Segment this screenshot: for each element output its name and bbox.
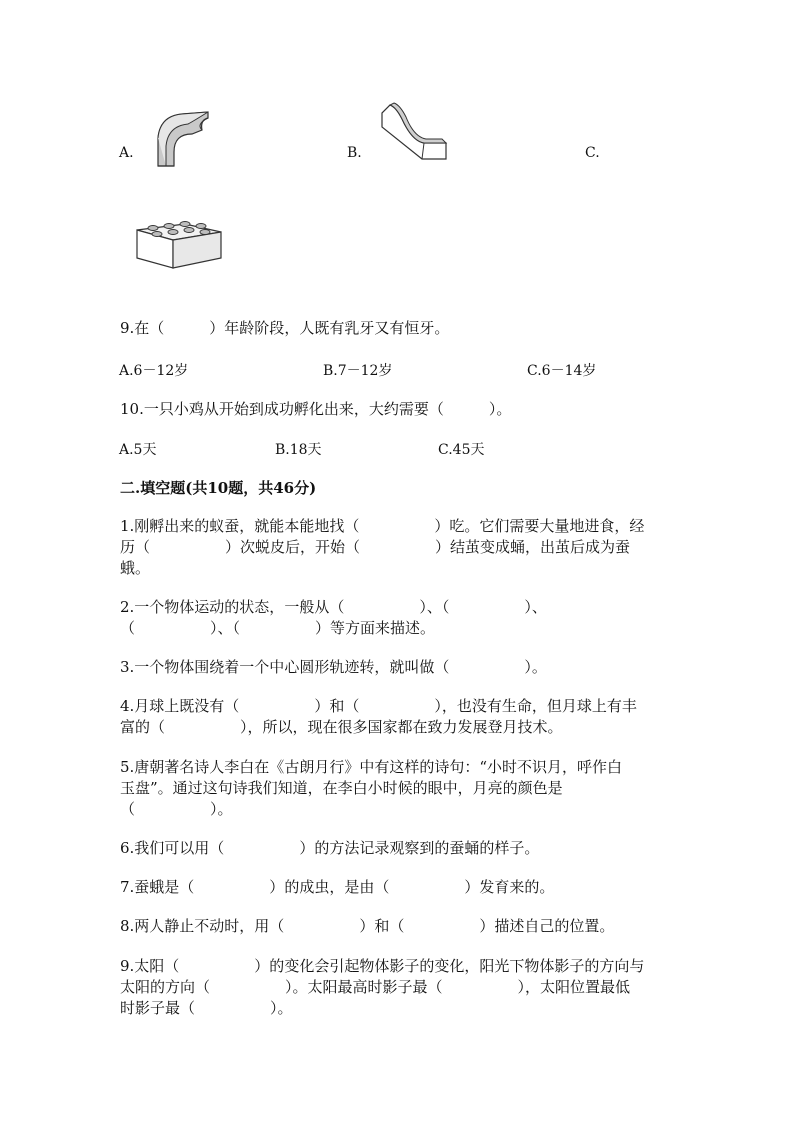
fill-item-7-line-1: 7.蚕蛾是（ ）的成虫，是由（ ）发育来的。 xyxy=(120,878,555,896)
q10-option-b: B.18天 xyxy=(275,442,322,458)
fill-item-9-line-1: 9.太阳（ ）的变化会引起物体影子的变化，阳光下物体影子的方向与 xyxy=(120,957,645,975)
fill-item-9-line-3: 时影子最（ ）。 xyxy=(120,999,293,1017)
fill-item-1-line-3: 蛾。 xyxy=(120,559,151,577)
fill-item-2-line-1: 2.一个物体运动的状态，一般从（ ）、（ ）、 xyxy=(120,598,547,616)
fill-item-4-line-2: 富的（ ），所以，现在很多国家都在致力发展登月技术。 xyxy=(120,718,563,736)
fill-item-6-line-1: 6.我们可以用（ ）的方法记录观察到的蚕蛹的样子。 xyxy=(120,839,540,857)
section-heading: 二.填空题(共10题，共46分) xyxy=(120,479,317,497)
question-10: 10.一只小鸡从开始到成功孵化出来，大约需要（ ）。 xyxy=(120,400,512,418)
fill-item-8-line-1: 8.两人静止不动时，用（ ）和（ ）描述自己的位置。 xyxy=(120,917,615,935)
q10-option-a: A.5天 xyxy=(119,442,157,458)
option-c-label: C. xyxy=(585,145,600,161)
fill-item-2-line-2: （ ）、（ ）等方面来描述。 xyxy=(120,619,436,637)
curved-tube-image xyxy=(152,108,214,170)
fill-item-1-line-2: 历（ ）次蜕皮后，开始（ ）结茧变成蛹，出茧后成为蚕 xyxy=(120,538,631,556)
fill-item-9-line-2: 太阳的方向（ ）。太阳最高时影子最（ ），太阳位置最低 xyxy=(120,978,631,996)
option-b-label: B. xyxy=(347,145,362,161)
fill-item-5-line-3: （ ）。 xyxy=(120,800,233,818)
q10-option-c: C.45天 xyxy=(438,442,485,458)
option-a-label: A. xyxy=(119,145,134,161)
question-9: 9.在（ ）年龄阶段，人既有乳牙又有恒牙。 xyxy=(120,319,450,337)
lego-brick-image xyxy=(135,210,225,272)
q9-option-b: B.7－12岁 xyxy=(323,363,393,379)
fill-item-5-line-2: 玉盘”。通过这句诗我们知道，在李白小时候的眼中，月亮的颜色是 xyxy=(120,779,563,797)
fill-item-4-line-1: 4.月球上既没有（ ）和（ ），也没有生命，但月球上有丰 xyxy=(120,697,637,715)
fill-item-5-line-1: 5.唐朝著名诗人李白在《古朗月行》中有这样的诗句：“小时不识月，呼作白 xyxy=(120,758,622,776)
fill-item-3-line-1: 3.一个物体围绕着一个中心圆形轨迹转，就叫做（ ）。 xyxy=(120,658,547,676)
q9-option-a: A.6－12岁 xyxy=(119,363,189,379)
q9-option-c: C.6－14岁 xyxy=(527,363,597,379)
ramp-slide-image xyxy=(378,103,450,165)
fill-item-1-line-1: 1.刚孵出来的蚁蚕，就能本能地找（ ）吃。它们需要大量地进食，经 xyxy=(120,517,645,535)
